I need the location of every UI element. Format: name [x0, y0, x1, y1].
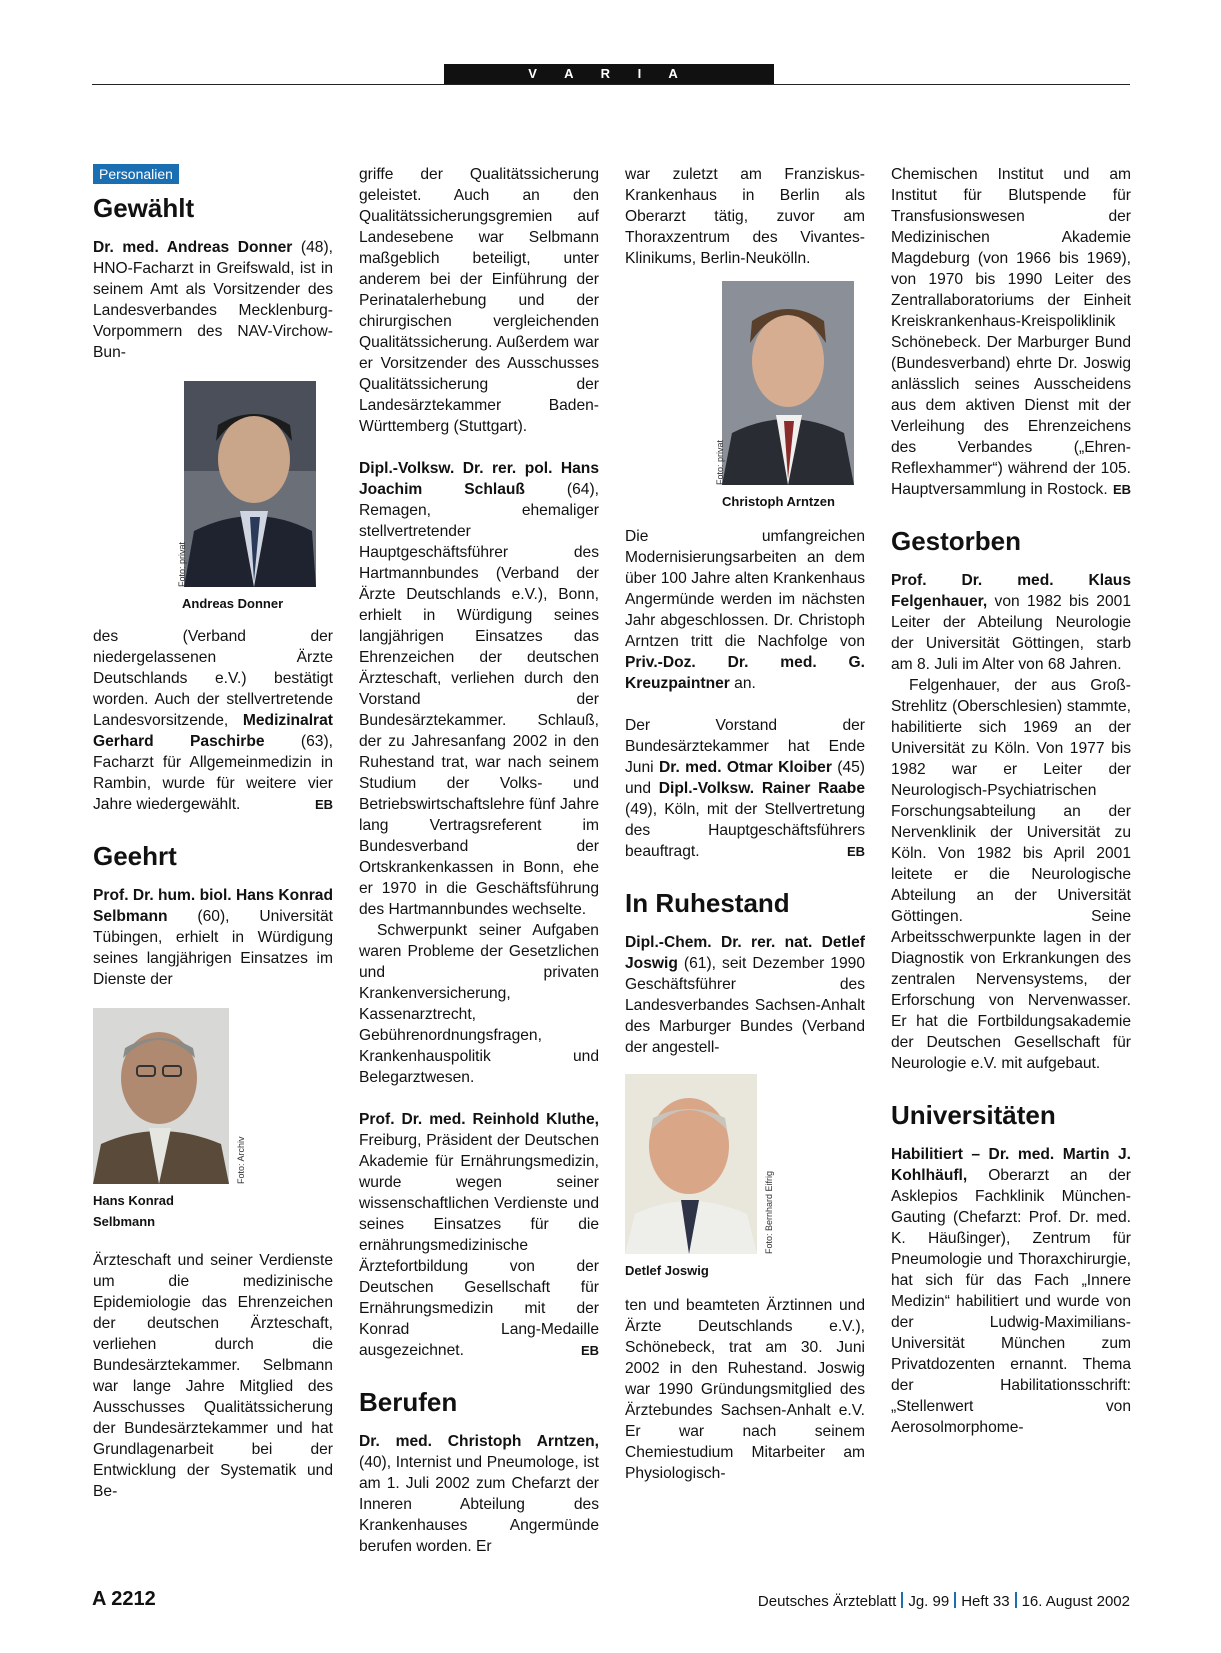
photo-credit: Foto: privat: [177, 541, 187, 587]
article-paragraph: [891, 164, 1131, 500]
article-paragraph: [625, 526, 865, 694]
paragraph-text: (63), Facharzt für Allgemeinmedizin in Rambin, wurde für weitere vier Jahre wiedergewählt.: [93, 733, 333, 813]
article-paragraph: griffe der Qualitätssicherung geleistet. Auch an den Qualitätssicherungsgremien auf Landesebene war Selbmann maßgeblich beteiligt, unter anderem bei der Einführung der Perinatalerhebung und der chirurgischen vergleichenden Qualitätssicherung. Außerdem war er Vorsitzender des Ausschusses Qualitätssicherung der Landesärztekammer Baden-Württemberg (Stuttgart).: [359, 166, 599, 435]
person-name: Priv.-Doz. Dr. med. G. Kreuzpaintner: [625, 654, 865, 692]
column-3: [625, 164, 865, 1484]
paragraph-text: Freiburg, Präsident der Deutschen Akademie für Ernährungsmedizin, wurde wegen seiner wissenschaftlichen Verdienste und seines Einsatzes für die ernährungsmedizinische Ärztefortbildung von der Deutschen Gesellschaft für Ernährungsmedizin mit der Konrad Lang-Medaille ausgezeichnet.: [359, 1132, 599, 1359]
portrait-image: [625, 1074, 757, 1254]
paragraph-text: (61), seit Dezember 1990 Geschäftsführer des Landesverbandes Sachsen-Anhalt des Marburger Bundes (Verband der angestell-: [625, 955, 865, 1056]
article-paragraph: [891, 570, 1131, 675]
author-signature: EB: [580, 1343, 599, 1358]
separator: [954, 1592, 956, 1608]
article-paragraph: [93, 626, 333, 815]
person-name: Habilitiert – Dr. med. Martin J. Kohlhäufl,: [891, 1146, 1131, 1184]
portrait-image: [722, 281, 854, 485]
article-paragraph: Ärzteschaft und seiner Verdienste um die medizinische Epidemiologie das Ehrenzeichen der deutschen Ärzteschaft, verliehen durch die Bundesärztekammer. Selbmann war lange Jahre Mitglied des Ausschusses Qualitätssicherung der Bundesärztekammer und hat Grundlagenarbeit bei der Entwicklung der Systematik und Be-: [93, 1252, 333, 1500]
heading-gestorben: Gestorben: [891, 526, 1022, 556]
article-paragraph: [891, 1144, 1131, 1438]
person-name: Dr. med. Andreas Donner: [93, 239, 293, 256]
separator: [1015, 1592, 1017, 1608]
paragraph-text: Chemischen Institut und am Institut für Blutspende für Transfusionswesen der Medizinischen Akademie Magdeburg (von 1966 bis 1969), von 1970 bis 1990 Leiter des Zentrallaboratoriums der Einheit Kreiskrankenhaus-Kreispoliklinik Schönebeck. Der Marburger Bund (Bundesverband) ehrte Dr. Joswig anlässlich seines Ausscheidens aus dem aktiven Dienst mit der Verleihung des Ehrenzeichens des Verbandes („Ehren-Reflexhammer“) während der 105. Hauptversammlung in Rostock.: [891, 166, 1131, 498]
article-paragraph: [359, 1431, 599, 1557]
person-name: Dipl.-Volksw. Rainer Raabe: [658, 780, 865, 797]
article-paragraph: [625, 932, 865, 1058]
person-name: Dipl.-Volksw. Dr. rer. pol. Hans Joachim Schlauß: [359, 460, 599, 498]
photo-credit: Foto: Archiv: [236, 1136, 246, 1184]
photo-caption: Detlef Joswig: [625, 1263, 709, 1278]
paragraph-text: an.: [729, 675, 756, 692]
portrait-graphic: [184, 381, 316, 587]
paragraph-text: (48), HNO-Facharzt in Greifswald, ist in seinem Amt als Vorsitzender des Landesverbandes Mecklenburg-Vorpommern des NAV-Virchow-Bun-: [93, 239, 333, 361]
paragraph-text: Oberarzt an der Asklepios Fachklinik München-Gauting (Chefarzt: Prof. Dr. med. K. Häußinger), Zentrum für Pneumologie und Thoraxchirurgie, hat sich für das Fach „Innere Medizin“ habilitiert und wurde von der Ludwig-Maximilians-Universität München zum Privatdozenten ernannt. Thema der Habilitationsschrift: „Stellenwert von Aerosolmorphome-: [891, 1167, 1131, 1436]
article-paragraph: Felgenhauer, der aus Groß-Strehlitz (Oberschlesien) stammte, habilitierte sich 1969 an der Universität zu Köln. Von 1977 bis 1982 war er Leiter der Neurologisch-Psychiatrischen Forschungsabteilung an der Nervenklinik der Universität zu Köln. Von 1982 bis April 2001 leitete er die Neurologische Abteilung an der Universität Göttingen. Seine Arbeitsschwerpunkte lagen in der Diagnostik von Erkrankungen des zentralen Nervensystems, der Erforschung von Nervenwasser. Er hat die Fortbildungsakademie der Deutschen Gesellschaft für Neurologie e.V. mit aufgebaut.: [891, 677, 1131, 1072]
photo-caption: Christoph Arntzen: [722, 494, 835, 509]
journal-date: 16. August 2002: [1021, 1593, 1130, 1610]
photo-caption: Hans Konrad Selbmann: [93, 1193, 174, 1229]
column-2: [359, 164, 599, 1557]
journal-volume: Jg. 99: [908, 1593, 950, 1610]
article-paragraph: [93, 885, 333, 990]
photo-credit: Foto: Bernhard Eifrig: [764, 1170, 774, 1254]
portrait-graphic: [625, 1074, 757, 1254]
column-4: [891, 164, 1131, 1438]
column-1: [93, 164, 333, 1502]
author-signature: EB: [1112, 482, 1131, 497]
photo-christoph-arntzen: [715, 281, 854, 512]
article-paragraph: war zuletzt am Franziskus-Krankenhaus in Berlin als Oberarzt tätig, zuvor am Thoraxzentrum des Vivantes-Klinikums, Berlin-Neukölln.: [625, 166, 865, 267]
person-name: Dipl.-Chem. Dr. rer. nat. Detlef Joswig: [625, 934, 865, 972]
article-paragraph: [93, 237, 333, 363]
person-name: Prof. Dr. med. Reinhold Kluthe,: [359, 1111, 599, 1128]
paragraph-text: (60), Universität Tübingen, erhielt in Würdigung seines langjährigen Einsatzes im Dienste der: [93, 908, 333, 988]
header-rule: [92, 84, 1130, 85]
article-paragraph: [359, 1109, 599, 1361]
heading-berufen: Berufen: [359, 1387, 458, 1417]
photo-detlef-joswig: [625, 1074, 774, 1281]
person-name: Prof. Dr. hum. biol. Hans Konrad Selbmann: [93, 887, 333, 925]
journal-info: [758, 1592, 1130, 1610]
separator: [901, 1592, 903, 1608]
photo-hans-konrad-selbmann: [93, 1008, 246, 1232]
paragraph-text: Der Vorstand der Bundesärztekammer hat Ende Juni: [625, 717, 865, 776]
paragraph-text: (64), Remagen, ehemaliger stellvertretender Hauptgeschäftsführer des Hartmannbundes (Verband der Ärzte Deutschlands e.V.), Bonn, erhielt in Würdigung seines langjährigen Einsatzes das Ehrenzeichen der deutschen Ärzteschaft, verliehen durch den Vorstand der Bundesärztekammer. Schlauß, der zu Jahresanfang 2002 in den Ruhestand trat, war nach seinem Studium der Volks- und Betriebswirtschaftslehre fünf Jahre lang Vertragsreferent im Bundesverband der Ortskrankenkassen in Bonn, ehe er 1970 in die Geschäftsführung des Hartmannbundes wechselte.: [359, 481, 599, 918]
heading-universitaeten: Universitäten: [891, 1100, 1056, 1130]
page-footer: [92, 1588, 1130, 1618]
author-signature: EB: [846, 844, 865, 859]
photo-andreas-donner: [177, 381, 316, 614]
article-paragraph: ten und beamteten Ärztinnen und Ärzte Deutschlands e.V.), Schönebeck, trat am 30. Juni 2002 in den Ruhestand. Joswig war 1990 Gründungsmitglied des Ärztebundes Sachsen-Anhalt e.V. Er war nach seinem Chemiestudium Mitarbeiter am Physiologisch-: [625, 1297, 865, 1482]
paragraph-text: (49), Köln, mit der Stellvertretung des Hauptgeschäftsführers beauftragt.: [625, 801, 865, 860]
heading-geehrt: Geehrt: [93, 841, 177, 871]
person-name: Medizinalrat Gerhard Paschirbe: [93, 712, 333, 750]
person-name: Dr. med. Otmar Kloiber: [658, 759, 832, 776]
paragraph-text: des (Verband der niedergelassenen Ärzte Deutschlands e.V.) bestätigt worden. Auch der stellvertretende Landesvorsitzende,: [93, 628, 333, 729]
paragraph-text: (40), Internist und Pneumologe, ist am 1. Juli 2002 zum Chefarzt der Inneren Abteilung des Krankenhauses Angermünde berufen worden. Er: [359, 1454, 599, 1555]
article-paragraph: [625, 715, 865, 862]
journal-issue: Heft 33: [961, 1593, 1010, 1610]
portrait-image: [93, 1008, 229, 1184]
person-name: Dr. med. Christoph Arntzen,: [359, 1433, 599, 1450]
paragraph-text: Die umfangreichen Modernisierungsarbeiten an dem über 100 Jahre alten Krankenhaus Angermünde werden im nächsten Jahr abgeschlossen. Dr. Christoph Arntzen tritt die Nachfolge von: [625, 528, 865, 650]
section-header: [92, 64, 1130, 86]
article-paragraph: Schwerpunkt seiner Aufgaben waren Probleme der Gesetzlichen und privaten Krankenversicherung, Kassenarztrecht, Gebührenordnungsfragen, Krankenhauspolitik und Belegarztwesen.: [359, 922, 599, 1086]
photo-credit: Foto: privat: [715, 439, 725, 485]
page-number: A 2212: [92, 1588, 156, 1610]
rubric-badge: Personalien: [93, 164, 179, 184]
paragraph-text: (45) und: [625, 759, 865, 797]
photo-caption: Andreas Donner: [182, 596, 284, 611]
portrait-graphic: [722, 281, 854, 485]
heading-in-ruhestand: In Ruhestand: [625, 888, 790, 918]
paragraph-text: von 1982 bis 2001 Leiter der Abteilung Neurologie der Universität Göttingen, starb am 8. Juli im Alter von 68 Jahren.: [891, 593, 1131, 673]
heading-gewaehlt: Gewählt: [93, 193, 195, 223]
portrait-image: [184, 381, 316, 587]
person-name: Prof. Dr. med. Klaus Felgenhauer,: [891, 572, 1131, 610]
journal-title: Deutsches Ärzteblatt: [757, 1593, 897, 1610]
article-paragraph: [359, 458, 599, 920]
section-label: V A R I A: [444, 64, 774, 84]
author-signature: EB: [314, 797, 333, 812]
portrait-graphic: [93, 1008, 229, 1184]
